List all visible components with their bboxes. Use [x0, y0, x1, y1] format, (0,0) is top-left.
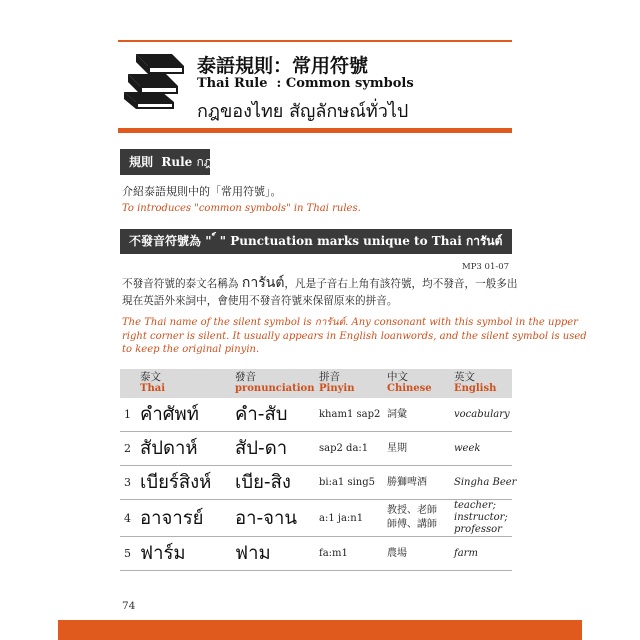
english-meaning-line: teacher;: [454, 500, 497, 511]
english-meaning: [454, 500, 512, 537]
silent-symbol: " ์ ": [205, 234, 227, 248]
description-en-line: to keep the original pinyin.: [122, 344, 260, 355]
thai-pronunciation: สัป-ดา: [235, 432, 319, 466]
header-chinese: 中文 Chinese: [387, 369, 454, 398]
row-number: 1: [120, 398, 140, 432]
rule-label: [120, 149, 210, 175]
row-number: 5: [120, 537, 140, 571]
description-en-part: The Thai name of the silent symbol is: [122, 317, 315, 328]
english-meaning: vocabulary: [454, 398, 512, 432]
books-icon: [122, 52, 186, 110]
english-meaning: week: [454, 432, 512, 466]
rule-label-zh: 規則: [129, 155, 154, 169]
section-heading: [120, 229, 512, 254]
pinyin: sap2 da:1: [319, 432, 387, 466]
pinyin: kham1 sap2: [319, 398, 387, 432]
thai-pronunciation: อา-จาน: [235, 500, 319, 537]
header-english: 英文 English: [454, 369, 512, 398]
chinese-meaning: 勝獅啤酒: [387, 466, 454, 500]
thai-word: คำศัพท์: [140, 398, 235, 432]
table-header-row: [120, 369, 512, 398]
page-title: 泰語規則：常用符號: [197, 55, 369, 77]
section-heading-en: Punctuation marks unique to Thai: [230, 234, 462, 248]
page-title-thai: กฎของไทย สัญลักษณ์ทั่วไป: [197, 101, 409, 122]
thai-pronunciation: คำ-สับ: [235, 398, 319, 432]
thai-pronunciation: เบีย-สิง: [235, 466, 319, 500]
description-chinese: [122, 275, 518, 310]
description-zh-part: ，凡是子音右上角有該符號，均不發音，一般多出: [284, 278, 518, 290]
english-meaning-line: instructor;: [454, 512, 508, 523]
audio-track-reference: MP3 01-07: [462, 262, 510, 272]
section-heading-th: การันต์: [465, 234, 503, 248]
page-number: 74: [122, 600, 136, 612]
header-pinyin: 拼音 Pinyin: [319, 369, 387, 398]
pinyin: a:1 ja:n1: [319, 500, 387, 537]
rule-label-th: กฎ: [196, 155, 212, 169]
english-meaning: Singha Beer: [454, 466, 512, 500]
header-pronunciation: 發音 pronunciation: [235, 369, 319, 398]
english-meaning: farm: [454, 537, 512, 571]
thai-word: สัปดาห์: [140, 432, 235, 466]
row-number: 3: [120, 466, 140, 500]
row-number: 2: [120, 432, 140, 466]
pinyin: bi:a1 sing5: [319, 466, 387, 500]
description-zh-thai-term: การันต์: [241, 275, 285, 291]
row-number: 4: [120, 500, 140, 537]
footer-bar: [58, 620, 582, 640]
description-english: [122, 316, 587, 357]
chinese-meaning-line: 師傅、講師: [387, 519, 437, 530]
table-row: [120, 432, 512, 466]
section-heading-zh: 不發音符號為: [129, 234, 202, 248]
vocabulary-table: [120, 369, 517, 571]
header-thai: 泰文 Thai: [140, 369, 235, 398]
table-row: [120, 398, 512, 432]
top-rule: [118, 40, 512, 42]
thai-word: ฟาร์ม: [140, 537, 235, 571]
thai-word: เบียร์สิงห์: [140, 466, 235, 500]
chinese-meaning: 星期: [387, 432, 454, 466]
description-en-part: . Any consonant with this symbol in the upper: [345, 317, 578, 328]
pinyin: fa:m1: [319, 537, 387, 571]
rule-label-en: Rule: [161, 155, 193, 169]
description-en-thai-term: การันต์: [314, 317, 346, 328]
table-row: [120, 537, 512, 571]
header-index: [120, 369, 140, 398]
page-title-english: Thai Rule : Common symbols: [197, 76, 414, 91]
description-zh-line: 現在英語外來詞中，會使用不發音符號來保留原來的拼音。: [122, 295, 398, 307]
intro-chinese: 介紹泰語規則中的「常用符號」。: [122, 185, 282, 198]
table-row: [120, 500, 512, 537]
chinese-meaning-line: 教授、老師: [387, 505, 437, 516]
thai-pronunciation: ฟาม: [235, 537, 319, 571]
english-meaning-line: professor: [454, 524, 502, 535]
header-divider: [118, 128, 512, 133]
description-zh-part: 不發音符號的泰文名稱為: [122, 278, 242, 290]
intro-english: To introduces "common symbols" in Thai rules.: [122, 203, 361, 214]
description-en-line: right corner is silent. It usually appears in English loanwords, and the silent symbol is used: [122, 330, 587, 342]
chinese-meaning: 農場: [387, 537, 454, 571]
chinese-meaning: [387, 500, 454, 537]
thai-word: อาจารย์: [140, 500, 235, 537]
chinese-meaning: 詞彙: [387, 398, 454, 432]
table-row: [120, 466, 512, 500]
